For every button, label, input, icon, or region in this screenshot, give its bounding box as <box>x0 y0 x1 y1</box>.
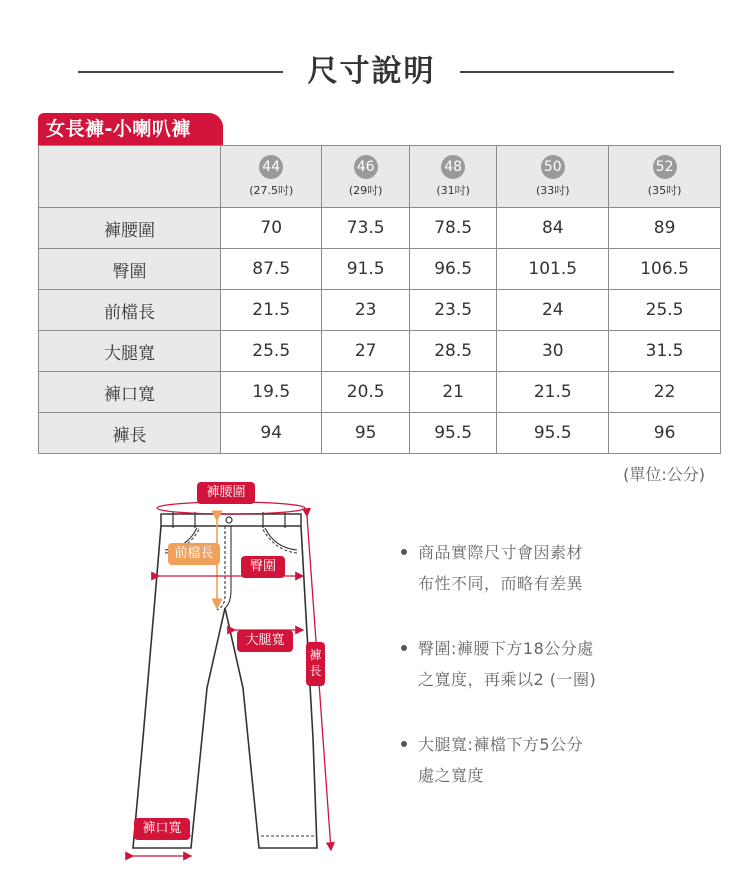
size-inch-label: (29吋) <box>348 184 383 197</box>
note-line: 處之寬度 <box>418 766 485 785</box>
note-item <box>398 633 728 695</box>
notes-list <box>398 537 728 825</box>
note-item <box>398 537 728 599</box>
size-column-50 <box>497 146 609 208</box>
table-row <box>39 331 721 372</box>
note-item <box>398 729 728 791</box>
table-cell: 91.5 <box>322 249 409 290</box>
pants-waistband <box>161 514 301 526</box>
table-cell: 21.5 <box>221 290 322 331</box>
table-cell: 96.5 <box>409 249 496 290</box>
table-cell: 106.5 <box>609 249 721 290</box>
size-header-row <box>39 146 721 208</box>
table-cell: 70 <box>221 208 322 249</box>
size-inch-label: (31吋) <box>436 184 470 197</box>
table-cell: 94 <box>221 413 322 454</box>
note-line: 之寬度，再乘以2 (一圈) <box>418 670 597 689</box>
row-label: 臀圍 <box>39 249 221 290</box>
table-cell: 21 <box>409 372 496 413</box>
row-label: 褲長 <box>39 413 221 454</box>
header-line-right <box>460 71 674 73</box>
size-badge: 46 <box>354 155 378 179</box>
table-corner-cell <box>39 146 221 208</box>
hip-label: 臀圍 <box>241 556 285 578</box>
bullet-icon <box>401 741 407 747</box>
table-row <box>39 290 721 331</box>
row-label: 褲口寬 <box>39 372 221 413</box>
table-cell: 25.5 <box>609 290 721 331</box>
length-label: 褲長 <box>306 642 325 686</box>
table-row <box>39 372 721 413</box>
bullet-icon <box>401 645 407 651</box>
table-cell: 95 <box>322 413 409 454</box>
thigh-label: 大腿寬 <box>237 630 293 652</box>
size-column-52 <box>609 146 721 208</box>
row-label: 大腿寬 <box>39 331 221 372</box>
size-table <box>38 145 721 454</box>
table-cell: 21.5 <box>497 372 609 413</box>
table-cell: 28.5 <box>409 331 496 372</box>
table-cell: 89 <box>609 208 721 249</box>
size-column-46 <box>322 146 409 208</box>
table-cell: 27 <box>322 331 409 372</box>
table-cell: 84 <box>497 208 609 249</box>
pants-button <box>226 517 232 523</box>
pants-outline <box>133 526 317 848</box>
size-badge: 44 <box>259 155 283 179</box>
table-cell: 19.5 <box>221 372 322 413</box>
size-inch-label: (33吋) <box>535 184 570 197</box>
header-line-left <box>78 71 283 73</box>
size-column-44 <box>221 146 322 208</box>
table-row <box>39 249 721 290</box>
row-label: 褲腰圍 <box>39 208 221 249</box>
note-line: 大腿寬:褲檔下方5公分 <box>418 735 584 754</box>
table-cell: 22 <box>609 372 721 413</box>
row-label: 前檔長 <box>39 290 221 331</box>
table-cell: 23.5 <box>409 290 496 331</box>
table-cell: 78.5 <box>409 208 496 249</box>
table-row <box>39 413 721 454</box>
hem-label: 褲口寬 <box>134 818 190 840</box>
table-row <box>39 208 721 249</box>
size-badge: 48 <box>441 155 465 179</box>
size-badge: 50 <box>541 155 565 179</box>
front-rise-label: 前檔長 <box>168 543 220 565</box>
page-title: 尺寸說明 <box>307 54 436 89</box>
note-line: 臀圍:褲腰下方18公分處 <box>418 639 594 658</box>
table-cell: 20.5 <box>322 372 409 413</box>
table-cell: 95.5 <box>497 413 609 454</box>
table-cell: 87.5 <box>221 249 322 290</box>
note-line: 布性不同，而略有差異 <box>418 574 584 593</box>
bullet-icon <box>401 549 407 555</box>
size-inch-label: (27.5吋) <box>249 184 294 197</box>
size-badge: 52 <box>653 155 677 179</box>
table-cell: 95.5 <box>409 413 496 454</box>
table-cell: 25.5 <box>221 331 322 372</box>
table-cell: 30 <box>497 331 609 372</box>
table-cell: 101.5 <box>497 249 609 290</box>
size-inch-label: (35吋) <box>647 184 682 197</box>
table-cell: 96 <box>609 413 721 454</box>
waist-label: 褲腰圍 <box>197 482 255 504</box>
table-cell: 73.5 <box>322 208 409 249</box>
product-tag: 女長褲-小喇叭褲 <box>38 113 223 146</box>
size-column-48 <box>409 146 496 208</box>
table-cell: 24 <box>497 290 609 331</box>
table-cell: 23 <box>322 290 409 331</box>
note-line: 商品實際尺寸會因素材 <box>418 543 584 562</box>
unit-label: (單位:公分) <box>623 465 705 484</box>
table-cell: 31.5 <box>609 331 721 372</box>
